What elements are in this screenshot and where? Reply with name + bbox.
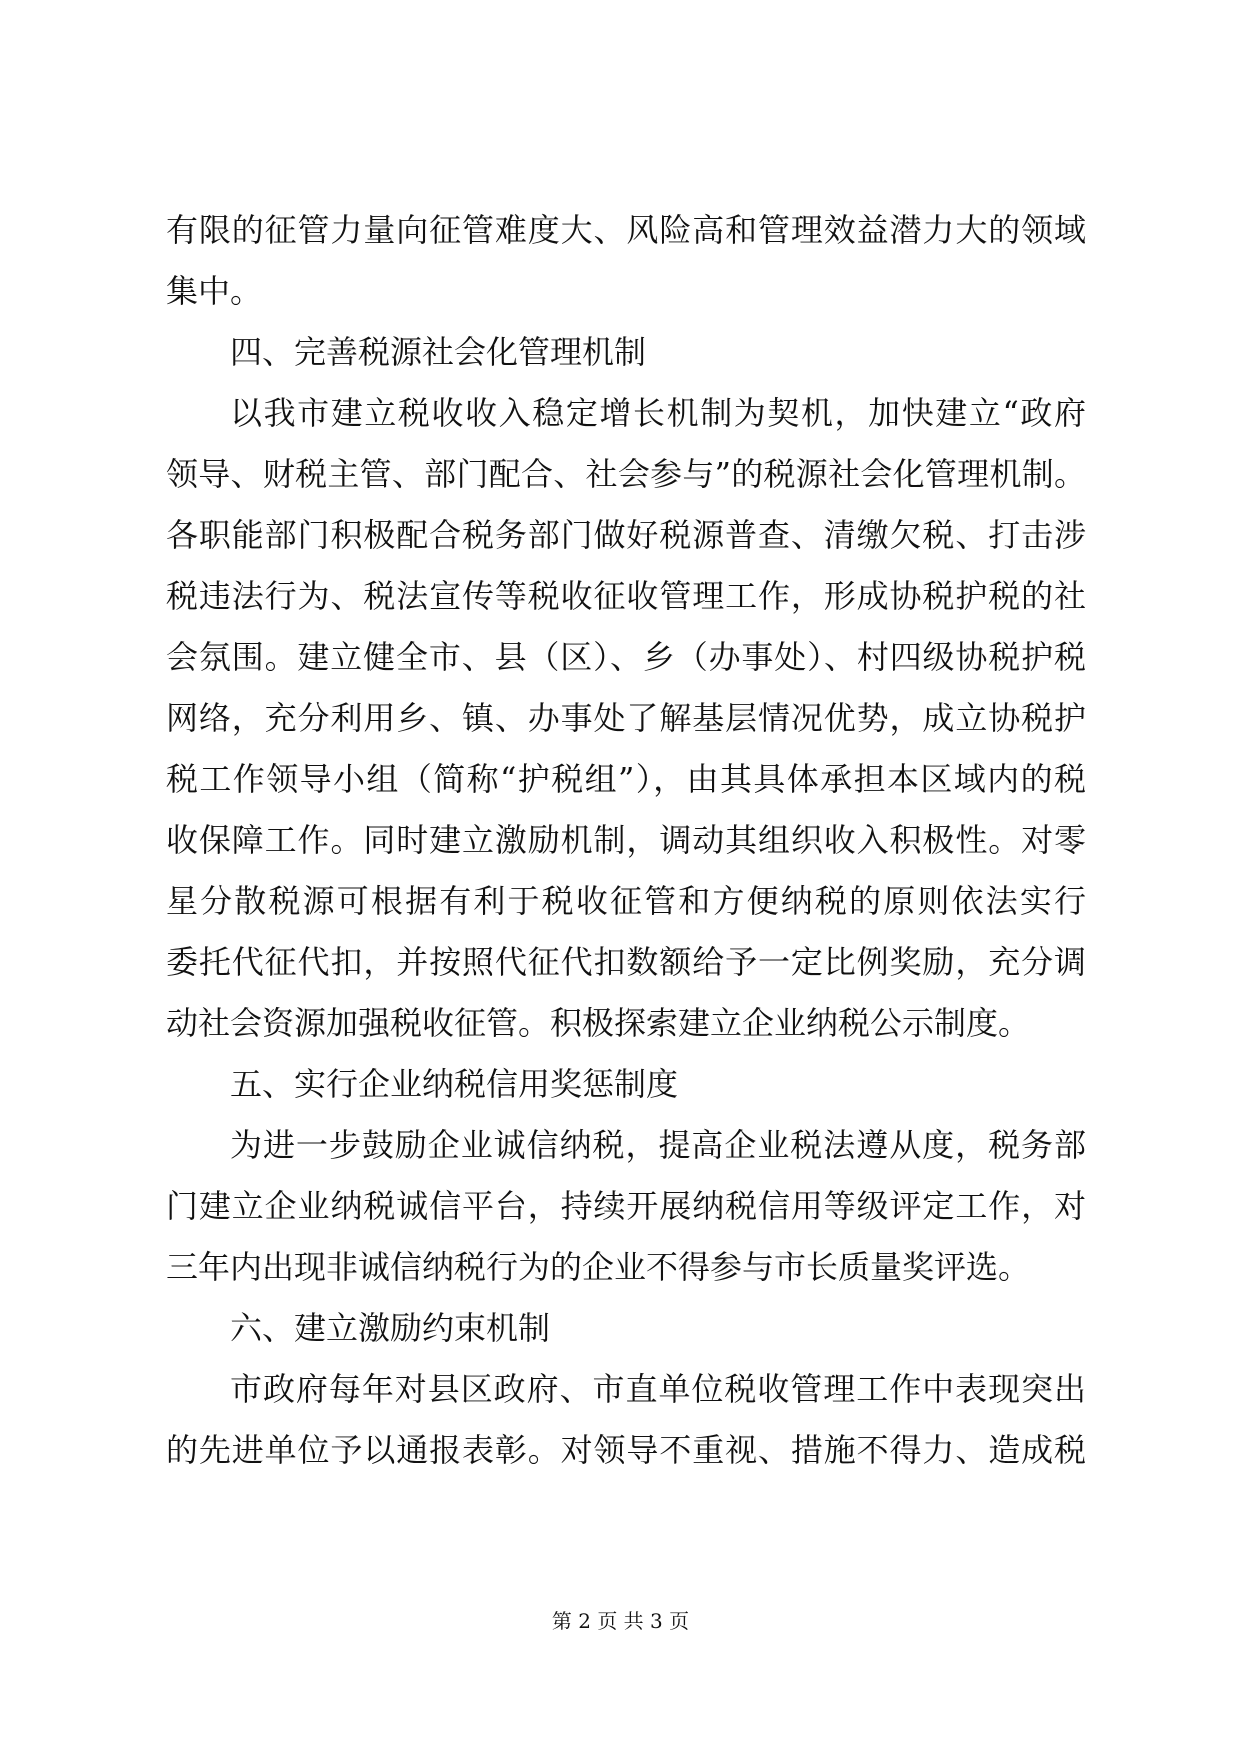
text-line: 网络，充分利用乡、镇、办事处了解基层情况优势，成立协税护	[166, 699, 1086, 737]
document-body	[166, 200, 1086, 1481]
text-line: 委托代征代扣，并按照代征代扣数额给予一定比例奖励，充分调	[166, 943, 1086, 981]
text-line: 星分散税源可根据有利于税收征管和方便纳税的原则依法实行	[166, 882, 1086, 920]
text-line: 有限的征管力量向征管难度大、风险高和管理效益潜力大的领域	[166, 211, 1086, 249]
text-line: 门建立企业纳税诚信平台，持续开展纳税信用等级评定工作，对	[166, 1187, 1086, 1225]
text-line: 领导、财税主管、部门配合、社会参与”的税源社会化管理机制。	[166, 455, 1086, 493]
text-line: 三年内出现非诚信纳税行为的企业不得参与市长质量奖评选。	[166, 1248, 1031, 1286]
text-line: 税工作领导小组（简称“护税组”），由其具体承担本区域内的税	[166, 760, 1086, 798]
text-line: 的先进单位予以通报表彰。对领导不重视、措施不得力、造成税	[166, 1431, 1086, 1469]
section-heading: 六、建立激励约束机制	[230, 1309, 551, 1347]
text-line: 收保障工作。同时建立激励机制，调动其组织收入积极性。对零	[166, 821, 1086, 859]
text-line: 集中。	[166, 272, 263, 310]
section-heading: 五、实行企业纳税信用奖惩制度	[230, 1065, 679, 1103]
page-number-footer: 第 2 页 共 3 页	[551, 1609, 690, 1633]
text-line: 各职能部门积极配合税务部门做好税源普查、清缴欠税、打击涉	[166, 516, 1086, 554]
text-line: 市政府每年对县区政府、市直单位税收管理工作中表现突出	[230, 1370, 1086, 1408]
text-line: 以我市建立税收收入稳定增长机制为契机，加快建立“政府	[230, 394, 1086, 432]
text-line: 会氛围。建立健全市、县（区）、乡（办事处）、村四级协税护税	[166, 638, 1086, 676]
text-line: 为进一步鼓励企业诚信纳税，提高企业税法遵从度，税务部	[230, 1126, 1086, 1164]
text-line: 税违法行为、税法宣传等税收征收管理工作，形成协税护税的社	[166, 577, 1086, 615]
section-heading: 四、完善税源社会化管理机制	[230, 333, 647, 371]
text-line: 动社会资源加强税收征管。积极探索建立企业纳税公示制度。	[166, 1004, 1031, 1042]
